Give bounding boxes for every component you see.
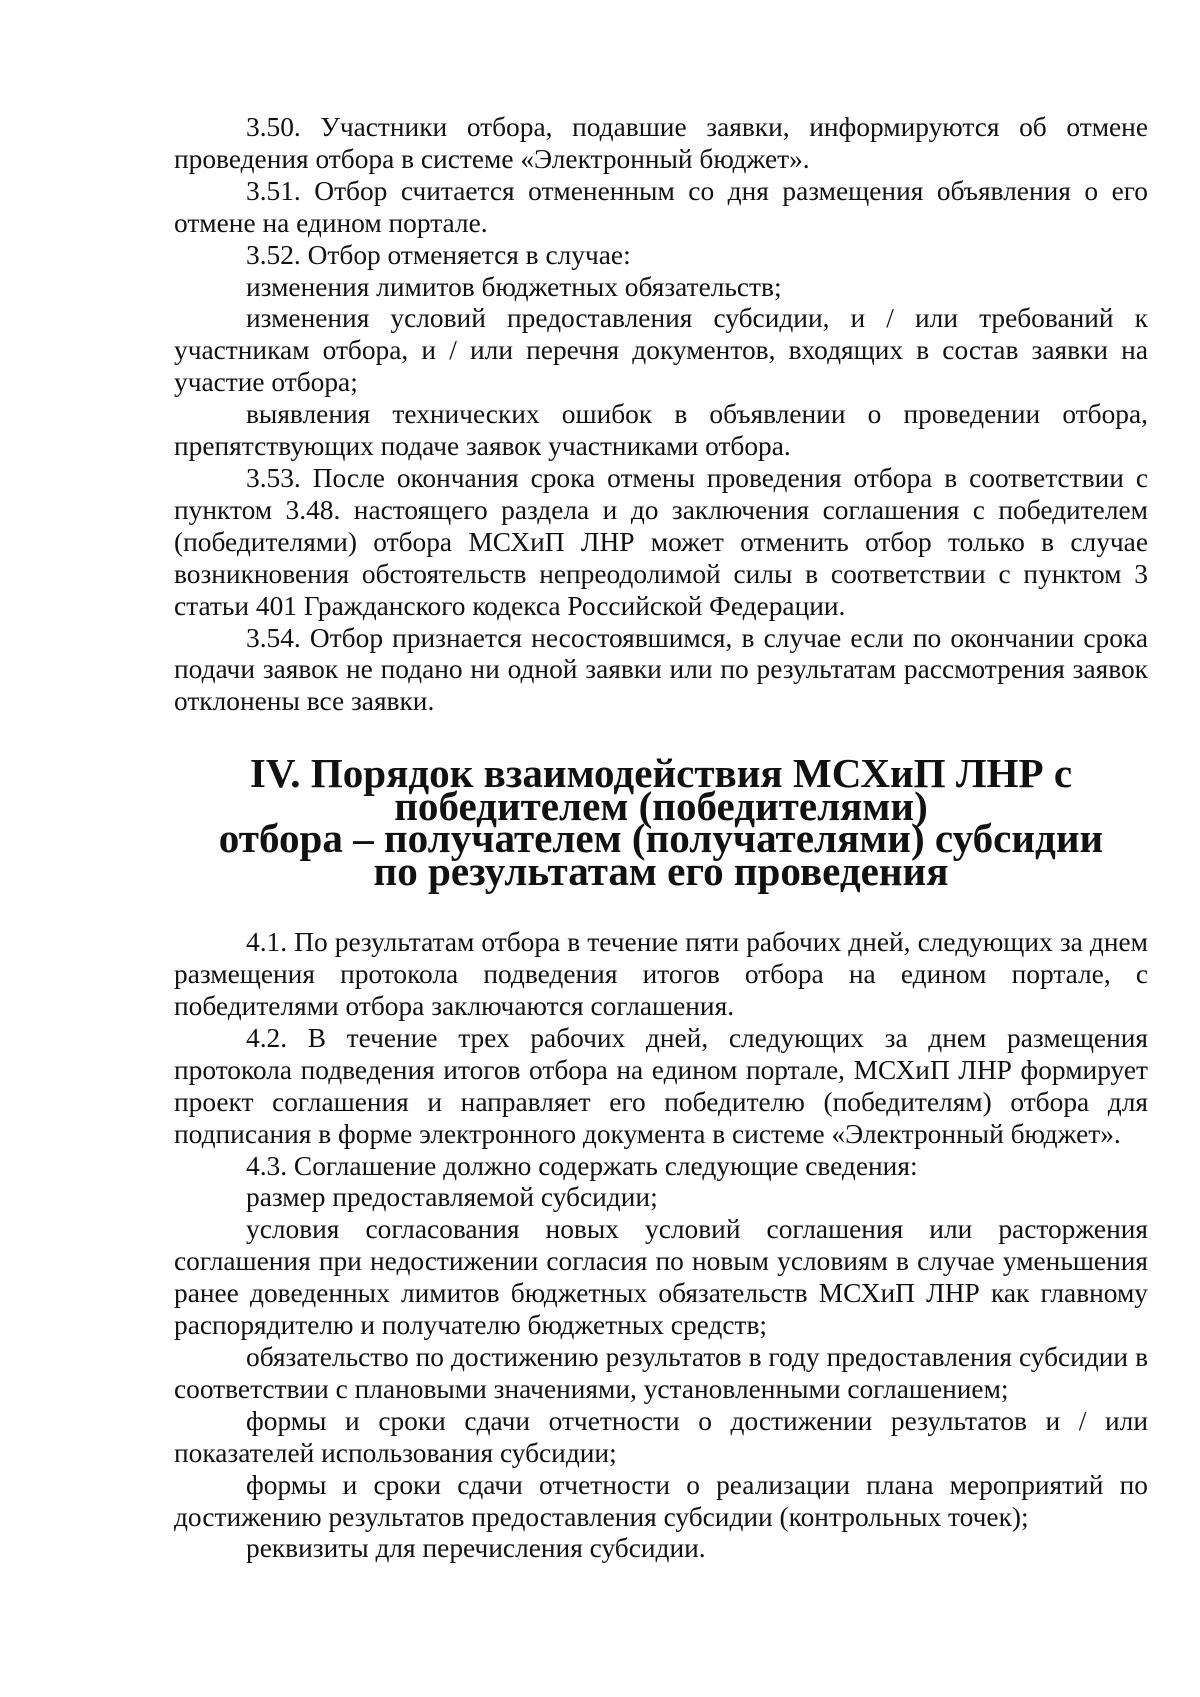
paragraph-4-1: 4.1. По результатам отбора в течение пяти рабочих дней, следующих за днем размещения протокола подведения итогов отбора на едином портале, с победителями отбора заключаются соглашения. — [174, 927, 1148, 1022]
list-item-conditions: изменения условий предоставления субсидии, и / или требований к участникам отбора, и / или перечня документов, входящих в состав заявки на участие отбора; — [174, 303, 1148, 398]
paragraph-3-51: 3.51. Отбор считается отмененным со дня размещения объявления о его отмене на едином портале. — [174, 175, 1148, 238]
section-4-heading-line-2: отбора – получателем (получателями) субсидии — [218, 815, 1104, 862]
paragraph-4-3: 4.3. Соглашение должно содержать следующие сведения: — [246, 1150, 918, 1181]
paragraph-4-2: 4.2. В течение трех рабочих дней, следующих за днем размещения протокола подведения итогов отбора на едином портале, МСХиП ЛНР формирует проект соглашения и направляет его победителю (победителям) отбора для подписания в форме электронного документа в системе «Электронный бюджет». — [174, 1022, 1148, 1149]
list-item-reporting-plan: формы и сроки сдачи отчетности о реализации плана мероприятий по достижению результатов предоставления субсидии (контрольных точек); — [174, 1469, 1148, 1532]
section-4-heading-line-1: IV. Порядок взаимодействия МСХиП ЛНР с победителем (победителями) — [249, 750, 1073, 829]
document-page — [174, 112, 1148, 1565]
section-4-heading — [174, 750, 1148, 894]
list-item-reporting-results: формы и сроки сдачи отчетности о достижении результатов и / или показателей использования субсидии; — [174, 1405, 1148, 1468]
list-item-requisites: реквизиты для перечисления субсидии. — [246, 1533, 706, 1564]
list-item-limits: изменения лимитов бюджетных обязательств; — [246, 271, 782, 302]
list-item-subsidy-amount: размер предоставляемой субсидии; — [246, 1182, 658, 1213]
paragraph-3-53: 3.53. После окончания срока отмены проведения отбора в соответствии с пунктом 3.48. настоящего раздела и до заключения соглашения с победителем (победителями) отбора МСХиП ЛНР может отменить отбор только в случае возникновения обстоятельств непреодолимой силы в соответствии с пунктом 3 статьи 401 Гражданского кодекса Российской Федерации. — [174, 462, 1148, 621]
list-item-agreement-conditions: условия согласования новых условий соглашения или расторжения соглашения при недостижении согласия по новым условиям в случае уменьшения ранее доведенных лимитов бюджетных обязательств МСХиП ЛНР как главному распорядителю и получателю бюджетных средств; — [174, 1214, 1148, 1341]
list-item-obligation: обязательство по достижению результатов в году предоставления субсидии в соответствии с плановыми значениями, установленными соглашением; — [174, 1342, 1148, 1404]
paragraph-3-52: 3.52. Отбор отменяется в случае: — [246, 239, 631, 270]
paragraph-3-54: 3.54. Отбор признается несостоявшимся, в случае если по окончании срока подачи заявок не подано ни одной заявки или по результатам рассмотрения заявок отклонены все заявки. — [174, 622, 1148, 717]
list-item-technical-errors: выявления технических ошибок в объявлении о проведении отбора, препятствующих подаче заявок участниками отбора. — [174, 399, 1148, 462]
paragraph-3-50: 3.50. Участники отбора, подавшие заявки, информируются об отмене проведения отбора в системе «Электронный бюджет». — [174, 112, 1148, 174]
section-4-heading-line-3: по результатам его проведения — [373, 847, 949, 894]
